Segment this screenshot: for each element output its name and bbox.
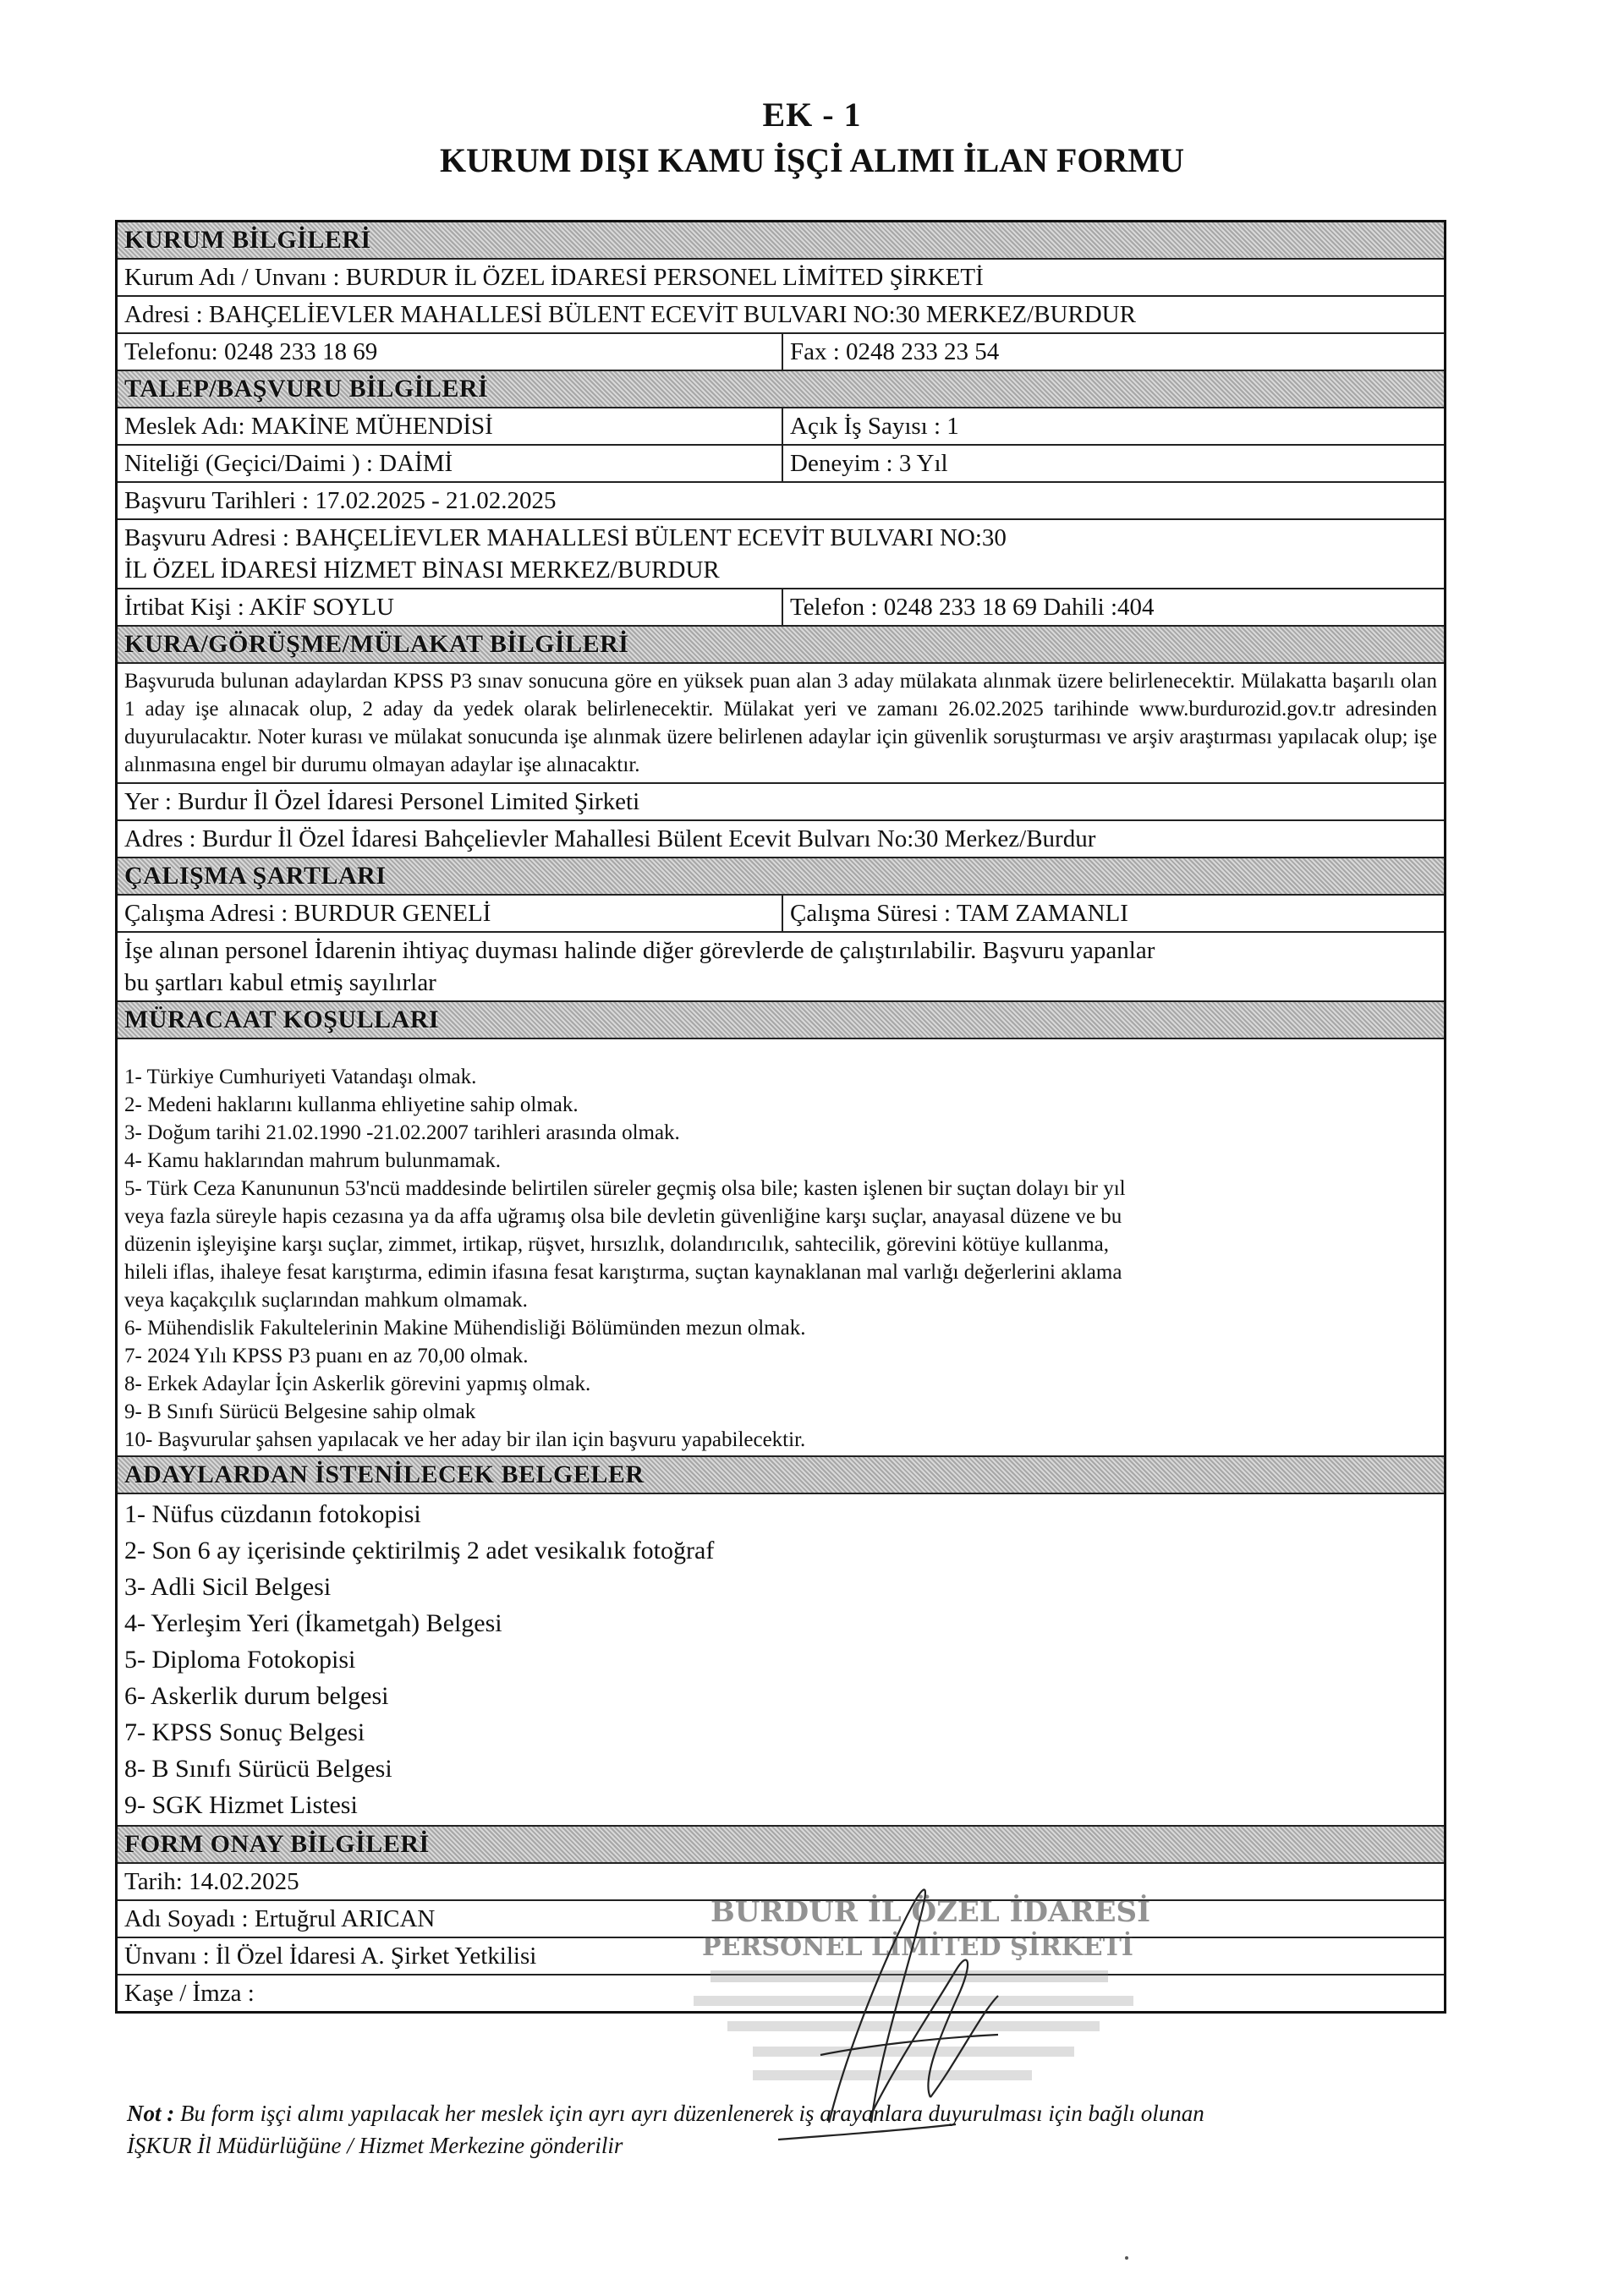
kurum-adi: Kurum Adı / Unvanı : BURDUR İL ÖZEL İDARESİ PERSONEL LİMİTED ŞİRKETİ	[124, 264, 984, 291]
niteligi: Niteliği (Geçici/Daimi ) : DAİMİ	[118, 446, 783, 481]
istenilen-belge-item: 1- Nüfus cüzdanın fotokopisi	[124, 1500, 421, 1528]
stamp-line-2: PERSONEL LİMİTED ŞİRKETİ	[702, 1932, 1133, 1962]
meslek-adi: Meslek Adı: MAKİNE MÜHENDİSİ	[118, 408, 783, 444]
document-header	[0, 93, 1624, 184]
calisma-notu	[118, 933, 1444, 1000]
muracaat-kosulu-item: 9- B Sınıfı Sürücü Belgesine sahip olmak	[124, 1400, 476, 1423]
footer-note	[127, 2097, 1446, 2162]
basvuru-adresi	[118, 520, 1444, 588]
section-muracaat-title: MÜRACAAT KOŞULLARI	[118, 1002, 1444, 1038]
calisma-notu-line-1: İşe alınan personel İdarenin ihtiyaç duyması halinde diğer görevlerde de çalıştırılabilir. Başvuru yapanlar	[124, 937, 1155, 964]
muracaat-kosulu-item: 5- Türk Ceza Kanununun 53'ncü maddesinde belirtilen süreler geçmiş olsa bile; kasten işlenen bir suçtan dolayı bir yıl	[124, 1177, 1126, 1200]
calisma-notu-line-2: bu şartları kabul etmiş sayılırlar	[124, 969, 436, 996]
calisma-suresi: Çalışma Süresi : TAM ZAMANLI	[790, 900, 1128, 927]
section-talep-title: TALEP/BAŞVURU BİLGİLERİ	[118, 371, 1444, 407]
kurum-adres: Adresi : BAHÇELİEVLER MAHALLESİ BÜLENT ECEVİT BULVARI NO:30 MERKEZ/BURDUR	[124, 301, 1136, 328]
calisma-adresi: Çalışma Adresi : BURDUR GENELİ	[118, 896, 783, 931]
istenilen-belge-item: 9- SGK Hizmet Listesi	[124, 1791, 358, 1819]
muracaat-kosulu-item: 2- Medeni haklarını kullanma ehliyetine sahip olmak.	[124, 1093, 579, 1116]
announcement-form	[115, 220, 1446, 2014]
muracaat-kosulu-item: veya kaçakçılık suçlarından mahkum olmamak.	[124, 1289, 528, 1312]
section-kura-title: KURA/GÖRÜŞME/MÜLAKAT BİLGİLERİ	[118, 627, 1444, 662]
list-top-spacer	[124, 1041, 1437, 1063]
stamp-line-1: BURDUR İL ÖZEL İDARESİ	[710, 1895, 1151, 1929]
muracaat-kosulu-item: 7- 2024 Yılı KPSS P3 puanı en az 70,00 olmak.	[124, 1345, 529, 1367]
istenilen-belge-item: 8- B Sınıfı Sürücü Belgesi	[124, 1755, 392, 1783]
onay-tarih: Tarih: 14.02.2025	[124, 1868, 299, 1895]
section-calisma-title: ÇALIŞMA ŞARTLARI	[118, 858, 1444, 894]
muracaat-kosullari-list	[118, 1039, 1444, 1455]
note-text-2: İŞKUR İl Müdürlüğüne / Hizmet Merkezine gönderilir	[127, 2133, 623, 2158]
muracaat-kosulu-item: 10- Başvurular şahsen yapılacak ve her aday bir ilan için başvuru yapabilecektir.	[124, 1428, 806, 1451]
acik-is-sayisi: Açık İş Sayısı : 1	[790, 413, 959, 440]
note-label: Not :	[127, 2101, 175, 2126]
muracaat-kosulu-item: 1- Türkiye Cumhuriyeti Vatandaşı olmak.	[124, 1066, 477, 1088]
istenilen-belge-item: 2- Son 6 ay içerisinde çektirilmiş 2 adet vesikalık fotoğraf	[124, 1537, 715, 1564]
muracaat-kosulu-item: düzenin işleyişine karşı suçlar, zimmet, irtikap, rüşvet, hırsızlık, dolandırıcılık, sahtecilik, görevini kötüye kullanma,	[124, 1233, 1110, 1256]
deneyim: Deneyim : 3 Yıl	[790, 450, 948, 477]
muracaat-kosulu-item: 3- Doğum tarihi 21.02.1990 -21.02.2007 tarihleri arasında olmak.	[124, 1121, 680, 1144]
istenilen-belge-item: 7- KPSS Sonuç Belgesi	[124, 1718, 365, 1746]
basvuru-tarihleri: Başvuru Tarihleri : 17.02.2025 - 21.02.2025	[124, 487, 557, 514]
istenilen-belgeler-list	[118, 1494, 1444, 1825]
kura-aciklama: Başvuruda bulunan adaylardan KPSS P3 sınav sonucuna göre en yüksek puan alan 3 aday mülakata alınmak üzere belirlenecektir. Mülakatta başarılı olan 1 aday işe alınacak olup, 2 aday da yedek olarak belirlenecektir. Mülakat yeri ve zamanı 26.02.2025 tarihinde www.burdurozid.gov.tr adresinden duyurulacaktır. Noter kurası ve mülakat sonucunda işe alınmak üzere belirlenen adaylar için güvenlik soruşturması ve arşiv araştırması yapılacak olup; işe alınmasına engel bir durumu olmayan adaylar işe alınacaktır.	[124, 670, 1437, 776]
basvuru-adresi-line-1: Başvuru Adresi : BAHÇELİEVLER MAHALLESİ BÜLENT ECEVİT BULVARI NO:30	[124, 524, 1007, 551]
scan-speck	[1125, 2256, 1128, 2260]
kura-yer: Yer : Burdur İl Özel İdaresi Personel Limited Şirketi	[124, 788, 640, 815]
muracaat-kosulu-item: 4- Kamu haklarından mahrum bulunmamak.	[124, 1149, 502, 1172]
istenilen-belge-item: 5- Diploma Fotokopisi	[124, 1646, 356, 1674]
kurum-telefon: Telefonu: 0248 233 18 69	[118, 334, 783, 370]
muracaat-kosulu-item: 6- Mühendislik Fakultelerinin Makine Mühendisliği Bölümünden mezun olmak.	[124, 1317, 806, 1340]
onay-adi-soyadi: Adı Soyadı : Ertuğrul ARICAN	[124, 1905, 436, 1932]
section-belgeler-title: ADAYLARDAN İSTENİLECEK BELGELER	[118, 1457, 1444, 1493]
form-title: KURUM DIŞI KAMU İŞÇİ ALIMI İLAN FORMU	[439, 141, 1185, 179]
istenilen-belge-item: 3- Adli Sicil Belgesi	[124, 1573, 332, 1601]
irtibat-kisi: İrtibat Kişi : AKİF SOYLU	[118, 589, 783, 625]
note-text: Bu form işçi alımı yapılacak her meslek için ayrı ayrı düzenlenerek iş arayanlara duyurulması için bağlı olunan	[174, 2101, 1204, 2126]
section-kurum-title: KURUM BİLGİLERİ	[118, 222, 1444, 258]
onay-unvani: Ünvanı : İl Özel İdaresi A. Şirket Yetkilisi	[124, 1943, 537, 1970]
istenilen-belge-item: 6- Askerlik durum belgesi	[124, 1682, 389, 1710]
muracaat-kosulu-item: veya fazla süreyle hapis cezasına ya da affa uğramış olsa bile devletin güvenliğine karşı suçlar, anayasal düzene ve bu	[124, 1205, 1122, 1228]
muracaat-kosulu-item: hileli iflas, ihaleye fesat karıştırma, edimin ifasına fesat karıştırma, suçtan kaynaklanan mal varlığı değerlerini aklama	[124, 1261, 1122, 1284]
muracaat-kosulu-item: 8- Erkek Adaylar İçin Askerlik görevini yapmış olmak.	[124, 1373, 591, 1395]
irtibat-telefon: Telefon : 0248 233 18 69 Dahili :404	[790, 594, 1155, 621]
istenilen-belge-item: 4- Yerleşim Yeri (İkametgah) Belgesi	[124, 1609, 502, 1637]
annex-label: EK - 1	[762, 96, 862, 134]
section-onay-title: FORM ONAY BİLGİLERİ	[118, 1827, 1444, 1862]
onay-kase-imza: Kaşe / İmza :	[124, 1980, 255, 2007]
basvuru-adresi-line-2: İL ÖZEL İDARESİ HİZMET BİNASI MERKEZ/BURDUR	[124, 556, 720, 584]
kura-adres: Adres : Burdur İl Özel İdaresi Bahçelievler Mahallesi Bülent Ecevit Bulvarı No:30 Merkez/Burdur	[124, 825, 1096, 852]
kurum-fax: Fax : 0248 233 23 54	[790, 338, 1000, 365]
